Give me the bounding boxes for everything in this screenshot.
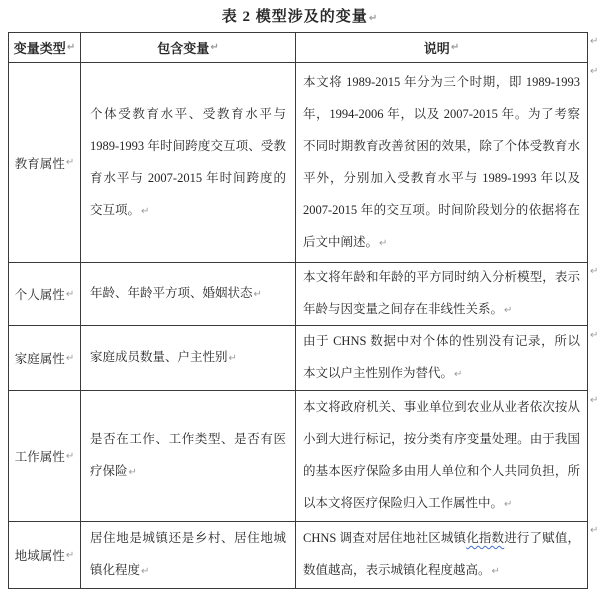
row-type-label: 个人属性 [14,288,65,302]
cell-description-personal[interactable] [296,263,587,326]
row-type-label: 工作属性 [14,450,65,464]
row-end-mark-icon: ↵ [590,395,599,406]
paragraph-mark-icon: ↵ [65,549,75,561]
cell-text: CHNS 调查对居住地社区城镇 [303,531,467,545]
cell-type-region[interactable] [9,522,81,588]
paragraph-mark-icon: ↵ [253,289,262,300]
paragraph-mark-icon: ↵ [141,566,150,577]
paragraph-mark-icon: ↵ [454,369,463,380]
paragraph-mark-icon: ↵ [65,288,75,300]
header-cell-variable-type[interactable] [9,33,81,63]
paragraph-mark-icon: ↵ [66,42,76,53]
cell-text: 本文将 1989-2015 年分为三个时期，即 1989-1993 年，1994-2006 年，以及 2007-2015 年。为了考察不同时期教育改善贫困的效果，除了个体受教育水平外，分别加入受教育水平与 1989-1993 年以及 2007-2015 年的交互项。时间阶段划分的依据将在后文中阐述。 [303,74,580,249]
row-type-label: 教育属性 [14,156,65,171]
cell-type-family[interactable] [9,326,81,391]
cell-variables-work[interactable] [81,391,296,522]
paragraph-mark-icon: ↵ [210,42,219,53]
cell-type-work[interactable] [9,391,81,522]
row-end-mark-icon: ↵ [590,525,599,536]
paragraph-mark-icon: ↵ [450,42,460,53]
cell-type-education[interactable] [9,63,81,263]
cell-text: 家庭成员数量、户主性别 [90,350,228,364]
paragraph-mark-icon: ↵ [65,157,75,168]
cell-variables-family[interactable] [81,326,296,391]
row-end-mark-icon: ↵ [590,330,599,341]
cell-variables-region[interactable] [81,522,296,588]
cell-text: 进行了赋值，数值越高，表示城镇化程度越高。 [303,531,580,577]
cell-text: 由于 CHNS 数据中对个体的性别没有记录，所以本文以户主性别作为替代。 [303,334,580,380]
header-label: 变量类型 [13,41,66,56]
cell-text: 是否在工作、工作类型、是否有医疗保险 [90,432,286,478]
row-end-mark-icon: ↵ [590,36,599,47]
row-type-label: 家庭属性 [14,352,65,366]
paragraph-mark-icon: ↵ [504,499,513,510]
paragraph-mark-icon: ↵ [141,205,150,217]
cell-text: 年龄、年龄平方项、婚姻状态 [90,286,253,300]
cell-text: 居住地是城镇还是乡村、居住地城镇化程度 [90,531,286,577]
cell-text: 本文将政府机关、事业单位到农业从业者依次按从小到大进行标记，按分类有序变量处理。由于我国的基本医疗保险多由用人单位和个人共同负担，所以本文将医疗保险归入工作属性中。 [303,400,580,510]
cell-variables-education[interactable] [81,63,296,263]
table-caption[interactable] [0,5,600,26]
cell-text: 个体受教育水平、受教育水平与 1989-1993 年时间跨度交互项、受教育水平与 2007-2015 年时间跨度的交互项。 [90,106,286,217]
row-type-label: 地域属性 [14,549,65,563]
paragraph-mark-icon: ↵ [504,305,513,316]
paragraph-mark-icon: ↵ [368,13,379,24]
header-label: 包含变量 [157,41,210,56]
row-end-mark-icon: ↵ [590,266,599,277]
header-cell-included-variables[interactable] [81,33,296,63]
paragraph-mark-icon: ↵ [379,237,388,249]
cell-type-personal[interactable] [9,263,81,326]
table-caption-text: 表 2 模型涉及的变量 [221,9,368,25]
spellcheck-flagged-text: 化指数 [466,531,505,545]
cell-variables-personal[interactable] [81,263,296,326]
cell-description-region[interactable] [296,522,587,588]
paragraph-mark-icon: ↵ [128,467,137,478]
cell-description-family[interactable] [296,326,587,391]
header-cell-description[interactable] [296,33,587,63]
cell-description-education[interactable] [296,63,587,263]
paragraph-mark-icon: ↵ [65,352,75,364]
cell-text: 本文将年龄和年龄的平方同时纳入分析模型，表示年龄与因变量之间存在非线性关系。 [303,270,580,316]
paragraph-mark-icon: ↵ [228,353,237,364]
paragraph-mark-icon: ↵ [491,566,500,577]
cell-description-work[interactable] [296,391,587,522]
variables-table [8,32,588,589]
row-end-mark-icon: ↵ [590,66,599,77]
header-label: 说明 [423,41,450,56]
paragraph-mark-icon: ↵ [65,450,75,462]
